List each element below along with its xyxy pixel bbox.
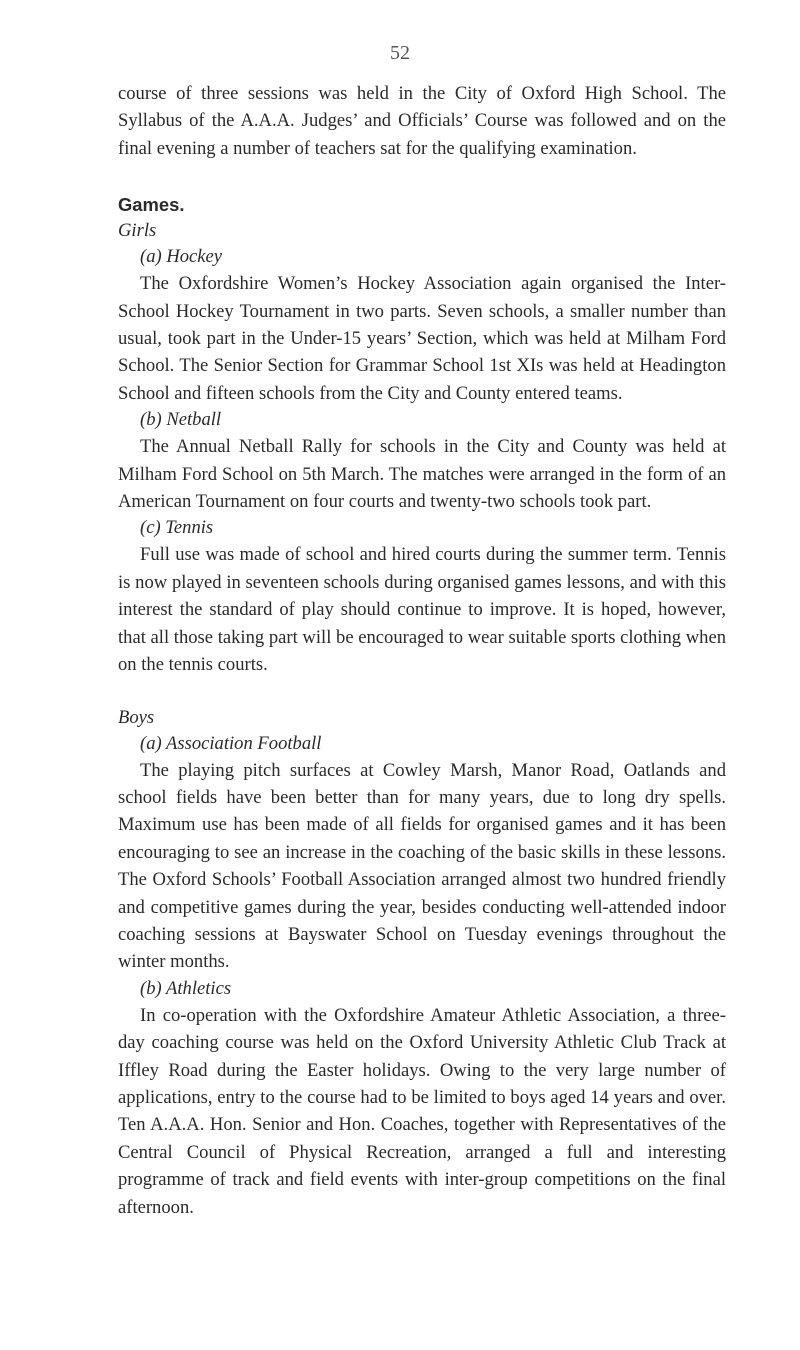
page-number: 52 [390, 42, 410, 64]
hockey-paragraph: The Oxfordshire Women’s Hockey Association again organised the Inter-School Hockey Tournament in two parts. Seven schools, a smaller number than usual, took part in the Under-15 years’ Section, which was held at Milham Ford School. The Senior Section for Grammar School 1st XIs was held at Headington School and fifteen schools from the City and County entered teams. [118, 273, 726, 404]
games-heading: Games. [118, 194, 185, 216]
hockey-heading: (a) Hockey [140, 246, 223, 268]
netball-heading: (b) Netball [140, 409, 222, 431]
athletics-paragraph: In co-operation with the Oxfordshire Amateur Athletic Association, a three-day coaching course was held on the Oxford University Athletic Club Track at Iffley Road during the Easter holidays. Owing to the very large number of applications, entry to the course had to be limited to boys aged 14 years and over. Ten A.A.A. Hon. Senior and Hon. Coaches, together with Representatives of the Central Council of Physical Recreation, arranged a full and interesting programme of track and field events with inter-group competitions on the final afternoon. [118, 1004, 726, 1218]
page-content [118, 80, 726, 1221]
tennis-heading: (c) Tennis [140, 517, 214, 539]
boys-section [118, 705, 726, 1222]
intro-paragraph: course of three sessions was held in the City of Oxford High School. The Syllabus of the A.A.A. Judges’ and Officials’ Course was followed and on the final evening a number of teachers sat for the qualifying examination. [118, 83, 726, 159]
girls-heading: Girls [118, 220, 157, 242]
athletics-heading: (b) Athletics [140, 977, 232, 999]
boys-heading: Boys [118, 706, 155, 728]
girls-section [118, 218, 726, 678]
netball-paragraph: The Annual Netball Rally for schools in the City and County was held at Milham Ford School on 5th March. The matches were arranged in the form of an American Tournament on four courts and twenty-two schools took part. [118, 436, 726, 513]
tennis-paragraph: Full use was made of school and hired courts during the summer term. Tennis is now played in seventeen schools during organised games lessons, and with this interest the standard of play should continue to improve. It is hoped, however, that all those taking part will be encouraged to wear suitable sports clothing when on the tennis courts. [118, 544, 726, 676]
football-paragraph: The playing pitch surfaces at Cowley Marsh, Manor Road, Oatlands and school fields have been better than for many years, due to long dry spells. Maximum use has been made of all fields for organised games and it has been encouraging to see an increase in the coaching of the basic skills in these lessons. The Oxford Schools’ Football Association arranged almost two hundred friendly and competitive games during the year, besides conducting well-attended indoor coaching sessions at Bayswater School on Tuesday evenings throughout the winter months. [118, 759, 726, 973]
football-heading: (a) Association Football [140, 732, 322, 754]
games-section [118, 192, 726, 1221]
